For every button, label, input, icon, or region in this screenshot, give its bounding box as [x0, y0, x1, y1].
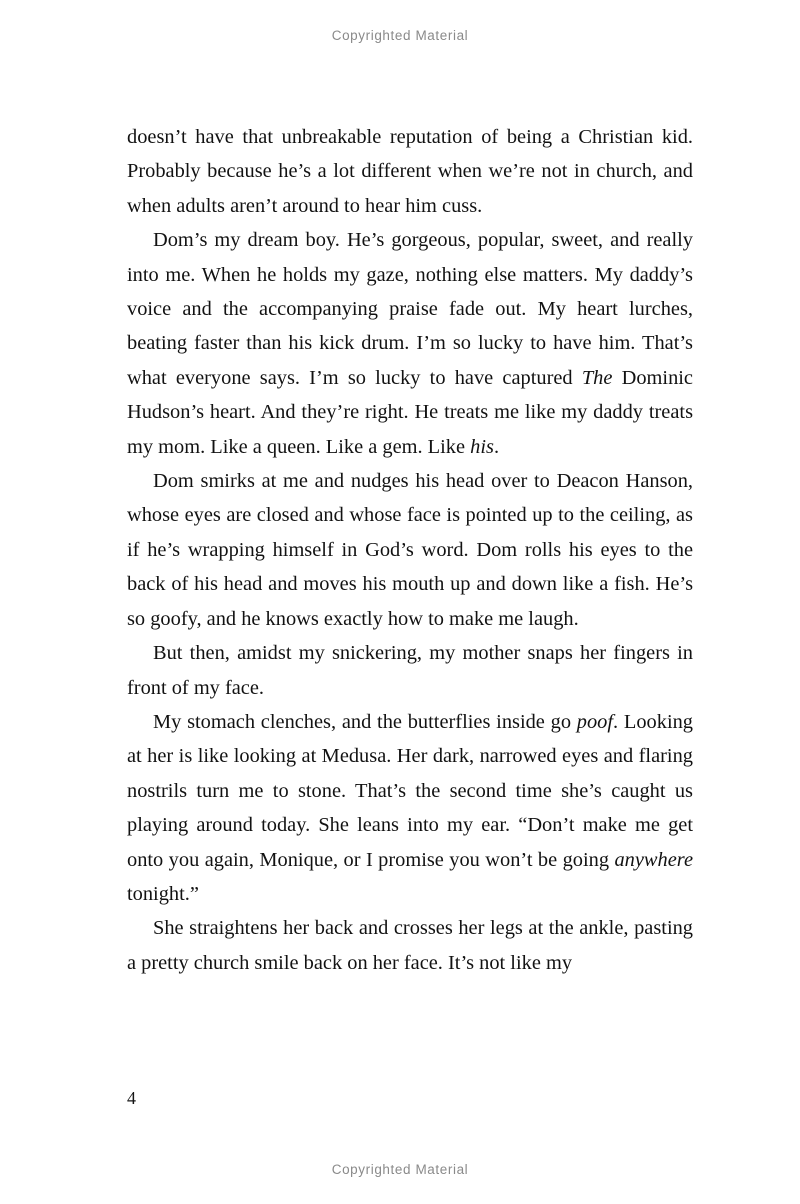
- body-text: . Looking at her is like looking at Medusa. Her dark, narrowed eyes and flaring nostrils turn me to stone. That’s the second time she’s caught us playing around today. She leans into my ear. “Don’t make me get onto you again, Monique, or I promise you won’t be going: [127, 710, 694, 871]
- paragraph: [127, 120, 693, 223]
- body-text: Dominic Hudson’s heart. And they’re right. He treats me like my daddy treats my mom. Like a queen. Like a gem. Like: [127, 366, 693, 458]
- emphasis-text: anywhere: [614, 848, 693, 871]
- page-number: 4: [127, 1088, 136, 1108]
- paragraph: [127, 464, 693, 636]
- body-text: My stomach clenches, and the butterflies inside go: [153, 710, 577, 733]
- copyrighted-material-header: Copyrighted Material: [331, 28, 469, 43]
- copyrighted-material-footer: Copyrighted Material: [331, 1162, 469, 1177]
- paragraph: [127, 705, 693, 911]
- body-text: She straightens her back and crosses her legs at the ankle, pasting a pretty church smile back on her face. It’s not like my: [127, 917, 693, 974]
- paragraph: [127, 636, 693, 705]
- body-text: Dom smirks at me and nudges his head over to Deacon Hanson, whose eyes are closed and whose face is pointed up to the ceiling, as if he’s wrapping himself in God’s word. Dom rolls his eyes to the back of his head and moves his mouth up and down like a fish. He’s so goofy, and he knows exactly how to make me laugh.: [127, 470, 693, 630]
- body-text: tonight.”: [127, 882, 199, 905]
- paragraph: [127, 911, 693, 980]
- emphasis-text: poof: [576, 710, 614, 733]
- page-text-block: [127, 120, 693, 980]
- emphasis-text: his: [470, 435, 494, 458]
- paragraph: [127, 223, 693, 464]
- body-text: But then, amidst my snickering, my mother snaps her fingers in front of my face.: [127, 642, 693, 699]
- body-text: doesn’t have that unbreakable reputation of being a Christian kid. Probably because he’s a lot different when we’re not in church, and when adults aren’t around to hear him cuss.: [127, 126, 693, 217]
- emphasis-text: The: [581, 366, 613, 389]
- body-text: Dom’s my dream boy. He’s gorgeous, popular, sweet, and really into me. When he holds my gaze, nothing else matters. My daddy’s voice and the accompanying praise fade out. My heart lurches, beating faster than his kick drum. I’m so lucky to have him. That’s what everyone says. I’m so lucky to have captured: [127, 229, 693, 389]
- body-text: .: [493, 435, 500, 458]
